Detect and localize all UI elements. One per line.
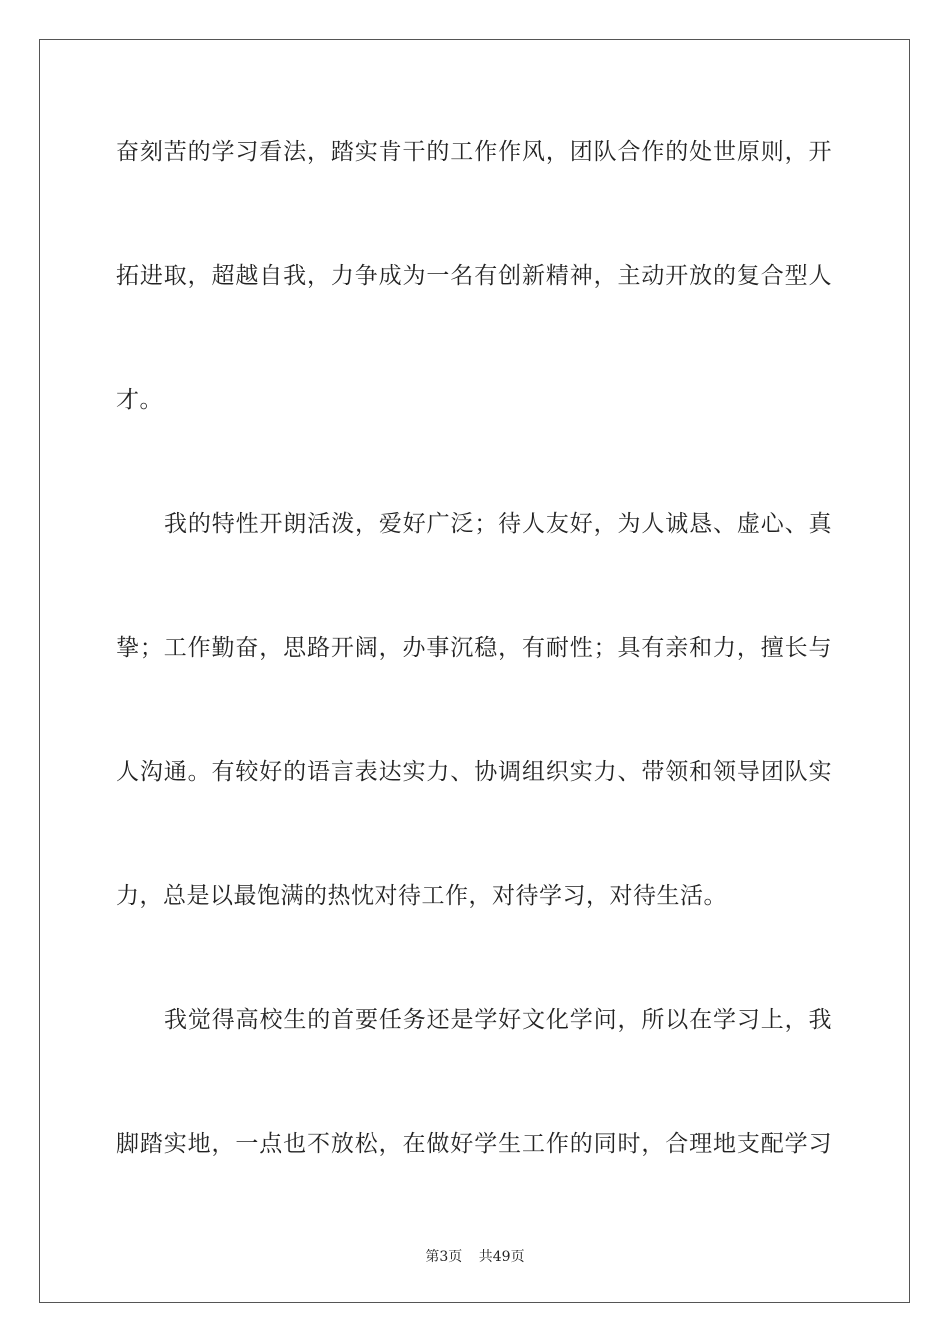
page-number: 第3页 [425,1249,463,1265]
paragraph-first-line: 我觉得高校生的首要任务还是学好文化学问，所以在学习上，我 [164,1007,832,1033]
total-pages: 共49页 [478,1249,525,1265]
text-line: 拓进取，超越自我，力争成为一名有创新精神，主动开放的复合型人 [116,263,832,289]
text-line: 脚踏实地，一点也不放松，在做好学生工作的同时，合理地支配学习 [116,1131,832,1157]
page-footer [0,1246,950,1266]
text-line: 才。 [116,387,163,413]
text-line: 挚；工作勤奋，思路开阔，办事沉稳，有耐性；具有亲和力，擅长与 [116,635,832,661]
text-line: 力，总是以最饱满的热忱对待工作，对待学习，对待生活。 [116,883,727,909]
text-line: 奋刻苦的学习看法，踏实肯干的工作作风，团队合作的处世原则，开 [116,139,832,165]
text-line: 人沟通。有较好的语言表达实力、协调组织实力、带领和领导团队实 [116,759,832,785]
paragraph-first-line: 我的特性开朗活泼，爱好广泛；待人友好，为人诚恳、虚心、真 [164,511,832,537]
page-border [39,39,910,1303]
